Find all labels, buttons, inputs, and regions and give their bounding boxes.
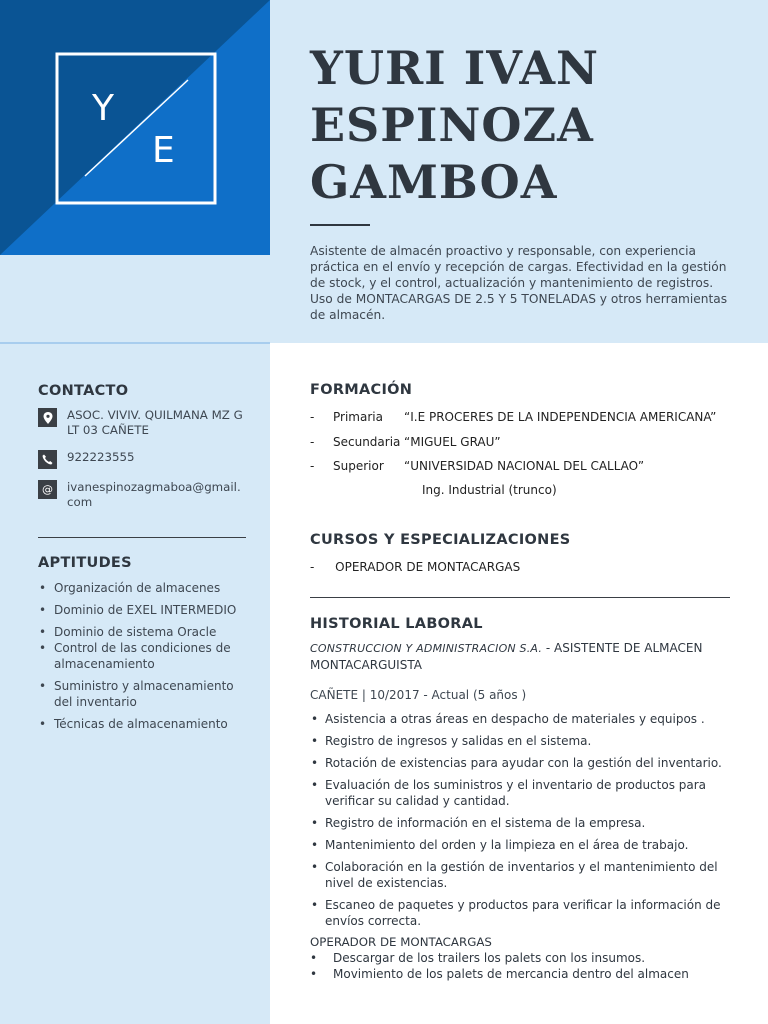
course-entry [310, 560, 520, 574]
skill-item: • Dominio de sistema Oracle [38, 624, 248, 640]
duty-item: • Registro de ingresos y salidas en el sistema. [310, 733, 730, 749]
monogram-logo [0, 0, 270, 255]
skills-heading: APTITUDES [38, 555, 132, 571]
education-level: Primaria [333, 410, 383, 424]
duty-item: • Rotación de existencias para ayudar con la gestión del inventario. [310, 755, 730, 771]
job-duties-list [310, 711, 730, 935]
profile-summary: Asistente de almacén proactivo y responsable, con experiencia práctica en el envío y recepción de cargas. Efectividad en la gestión de stock, y el control, actualización y mantenimiento de registros. Uso de MONTACARGAS DE 2.5 Y 5 TONELADAS y otros herramientas de almacén. [310, 244, 728, 322]
skill-item: • Control de las condiciones de almacenamiento [38, 640, 248, 672]
contact-email-text[interactable]: ivanespinozagmaboa@gmail.com [67, 480, 241, 509]
skills-list [38, 580, 248, 738]
contact-address [38, 408, 247, 438]
education-note: Ing. Industrial (trunco) [422, 483, 557, 497]
job-heading [310, 640, 730, 673]
name-line-1: YURI IVAN [310, 41, 600, 95]
operator-label: OPERADOR DE MONTACARGAS [310, 935, 492, 949]
sidebar-divider [38, 537, 246, 538]
contact-heading: CONTACTO [38, 383, 129, 399]
education-level: Secundaria [333, 435, 401, 449]
job-separator: - [542, 641, 555, 655]
education-institution: “I.E PROCERES DE LA INDEPENDENCIA AMERICANA” [404, 410, 717, 424]
courses-heading: CURSOS Y ESPECIALIZACIONES [310, 532, 571, 548]
job-role: ASISTENTE DE ALMACEN MONTACARGUISTA [310, 641, 703, 672]
course-dash: - [310, 560, 315, 574]
location-pin-icon [38, 408, 57, 427]
job-company: CONSTRUCCION Y ADMINISTRACION S.A. [310, 642, 543, 655]
education-dash: - [310, 435, 315, 449]
duty-item: • Mantenimiento del orden y la limpieza en el área de trabajo. [310, 837, 730, 853]
duty-item: • Colaboración en la gestión de inventarios y el mantenimiento del nivel de existencias. [310, 859, 730, 891]
phone-icon [38, 450, 57, 469]
contact-email [38, 480, 247, 510]
operator-item: • Descargar de los trailers los palets con los insumos. [310, 950, 730, 966]
main-divider [310, 597, 730, 598]
skill-item: • Dominio de EXEL INTERMEDIO [38, 602, 248, 618]
monogram-initial-last: E [152, 130, 175, 171]
contact-phone [38, 450, 247, 469]
skill-item: • Organización de almacenes [38, 580, 248, 596]
course-label: OPERADOR DE MONTACARGAS [335, 560, 521, 574]
name-underline [310, 224, 370, 226]
contact-phone-text[interactable]: 922223555 [67, 450, 135, 464]
education-level: Superior [333, 459, 384, 473]
duty-item: • Registro de información en el sistema de la empresa. [310, 815, 730, 831]
duty-item: • Escaneo de paquetes y productos para verificar la información de envíos correcta. [310, 897, 730, 929]
job-date: CAÑETE | 10/2017 - Actual (5 años ) [310, 688, 527, 702]
operator-item: • Movimiento de los palets de mercancia dentro del almacen [310, 966, 730, 982]
education-dash: - [310, 459, 315, 473]
operator-list [310, 950, 730, 982]
monogram-logo-graphic [0, 0, 270, 255]
sidebar-top-divider [0, 342, 270, 344]
skill-item: • Técnicas de almacenamiento [38, 716, 248, 732]
name-line-3: GAMBOA [310, 155, 558, 209]
skill-item: • Suministro y almacenamiento del inventario [38, 678, 248, 710]
at-sign-icon: @ [38, 480, 57, 499]
education-dash: - [310, 410, 315, 424]
education-heading: FORMACIÓN [310, 382, 413, 398]
education-institution: “MIGUEL GRAU” [404, 435, 501, 449]
education-institution: “UNIVERSIDAD NACIONAL DEL CALLAO” [404, 459, 645, 473]
person-name [310, 40, 750, 211]
duty-item: • Asistencia a otras áreas en despacho de materiales y equipos . [310, 711, 730, 727]
history-heading: HISTORIAL LABORAL [310, 616, 483, 632]
monogram-initial-first: Y [92, 88, 114, 129]
contact-address-text: ASOC. VIVIV. QUILMANA MZ G LT 03 CAÑETE [67, 408, 243, 437]
duty-item: • Evaluación de los suministros y el inventario de productos para verificar su calidad y cantidad. [310, 777, 730, 809]
name-line-2: ESPINOZA [310, 98, 594, 152]
